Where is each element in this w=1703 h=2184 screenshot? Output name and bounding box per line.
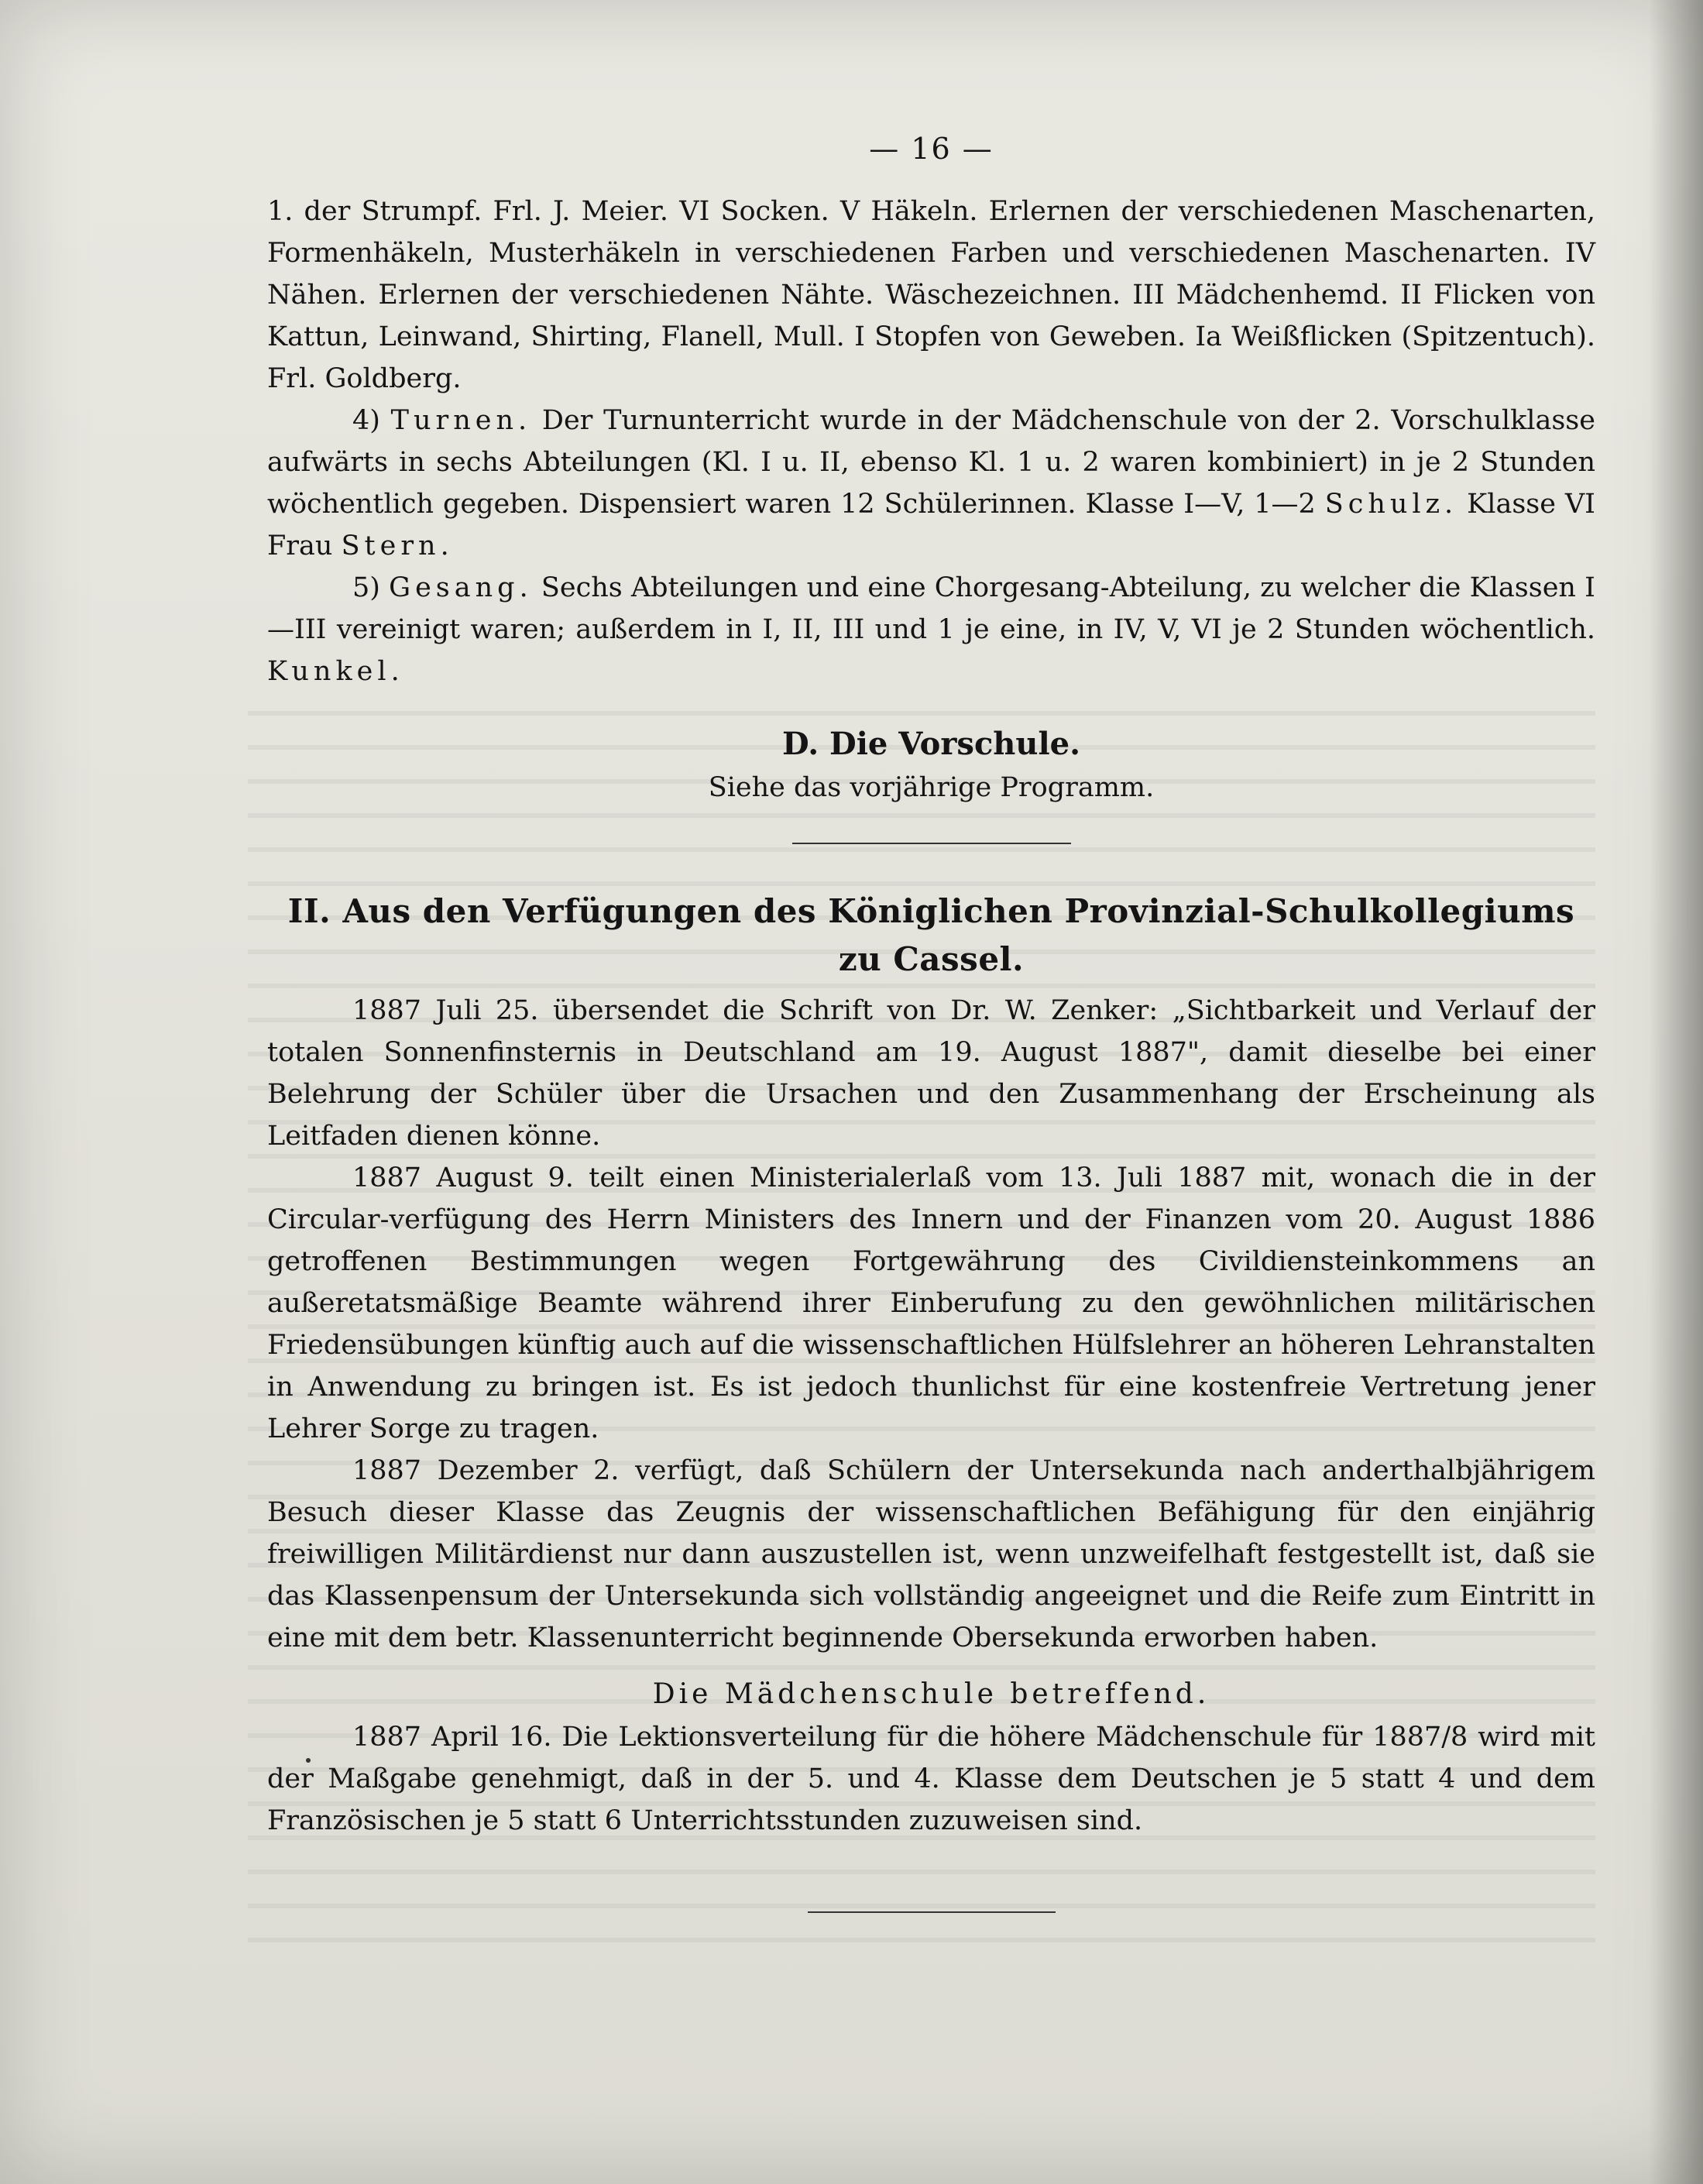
decree-paragraph-2: 1887 August 9. teilt einen Ministerialerlaß vom 13. Juli 1887 mit, wonach die in der Circular-verfügung des Herrn Ministers des Innern und der Finanzen vom 20. August 1886 getroffenen Bestimmungen wegen Fortgewährung des Civildiensteinkommens an außeretatsmäßige Beamte während ihrer Einberufung zu den gewöhnlichen militärischen Friedensübungen künftig auch auf die wissenschaftlichen Hülfslehrer an höheren Lehranstalten in Anwendung zu bringen ist. Es ist jedoch thunlichst für eine kostenfreie Vertretung jener Lehrer Sorge zu tragen. [267,1162,1595,1444]
page-edge-shadow [1649,0,1703,2184]
turnen-paragraph [267,400,1595,567]
turnen-teacher-2: Stern. [341,531,454,561]
section-d-title: D. Die Vorschule. [781,726,1081,762]
decree-paragraph-1: 1887 Juli 25. übersendet die Schrift von Dr. W. Zenker: „Sichtbarkeit und Verlauf der totalen Sonnenfinsternis in Deutschland am 19. August 1887", damit dieselbe bei einer Belehrung der Schüler über die Ursachen und den Zusammenhang der Erscheinung als Leitfaden dienen könne. [267,995,1595,1152]
section-ii-title: II. Aus den Verfügungen des Königlichen Provinzial-Schulkollegiums zu Cassel. [287,892,1575,978]
gesang-paragraph [267,567,1595,692]
maedchenschule-paragraph: 1887 April 16. Die Lektionsverteilung für die höhere Mädchenschule für 1887/8 wird mit der Maßgabe genehmigt, daß in der 5. und 4. Klasse dem Deutschen je 5 statt 4 und dem Französischen je 5 statt 6 Unterrichtsstunden zuzuweisen sind. [267,1722,1595,1836]
end-divider [808,1911,1056,1913]
gesang-teacher: Kunkel. [267,656,404,687]
gesang-prefix: 5) [352,572,390,603]
continuation-paragraph: 1. der Strumpf. Frl. J. Meier. VI Socken. V Häkeln. Erlernen der verschiedenen Maschenarten, Formenhäkeln, Musterhäkeln in verschiedenen Farben und verschiedenen Maschenarten. IV Nähen. Erlernen der verschiedenen Nähte. Wäschezeichnen. III Mädchenhemd. II Flicken von Kattun, Leinwand, Shirting, Flanell, Mull. I Stopfen von Geweben. Ia Weißflicken (Spitzentuch). Frl. Goldberg. [267,196,1595,394]
page-content [267,132,1595,1913]
ink-dot [306,1758,311,1763]
turnen-text: Der Turnunterricht wurde in der Mädchenschule von der 2. Vorschulklasse aufwärts in sechs Abteilungen (Kl. I u. II, ebenso Kl. 1 u. 2 waren kombiniert) in je 2 Stunden wöchentlich gegeben. Dispensiert waren 12 Schülerinnen. Klasse I—V, 1—2 [267,405,1595,520]
decree-paragraph-3: 1887 Dezember 2. verfügt, daß Schülern der Untersekunda nach anderthalbjährigem Besuch dieser Klasse das Zeugnis der wissenschaftlichen Befähigung für den einjährig freiwilligen Militärdienst nur dann auszustellen ist, wenn unzweifelhaft festgestellt ist, daß sie das Klassenpensum der Untersekunda sich vollständig angeeignet und die Reife zum Eintritt in eine mit dem betr. Klassenunterricht beginnende Obersekunda erworben haben. [267,1455,1595,1653]
section-divider [792,843,1071,844]
gesang-label: Gesang. [389,572,533,603]
section-d-subtitle: Siehe das vorjährige Programm. [708,772,1155,803]
turnen-text-2: Klasse VI Frau [267,489,1595,561]
turnen-teacher-1: Schulz. [1324,489,1458,520]
maedchenschule-heading: Die Mädchenschule betreffend. [652,1678,1210,1710]
gesang-text: Sechs Abteilungen und eine Chorgesang-Abteilung, zu welcher die Klassen I—III vereinigt waren; außerdem in I, II, III und 1 je eine, in IV, V, VI je 2 Stunden wöchentlich. [267,572,1595,645]
page-number: — 16 — [869,132,994,166]
turnen-prefix: 4) [352,405,391,436]
turnen-label: Turnen. [390,405,532,436]
